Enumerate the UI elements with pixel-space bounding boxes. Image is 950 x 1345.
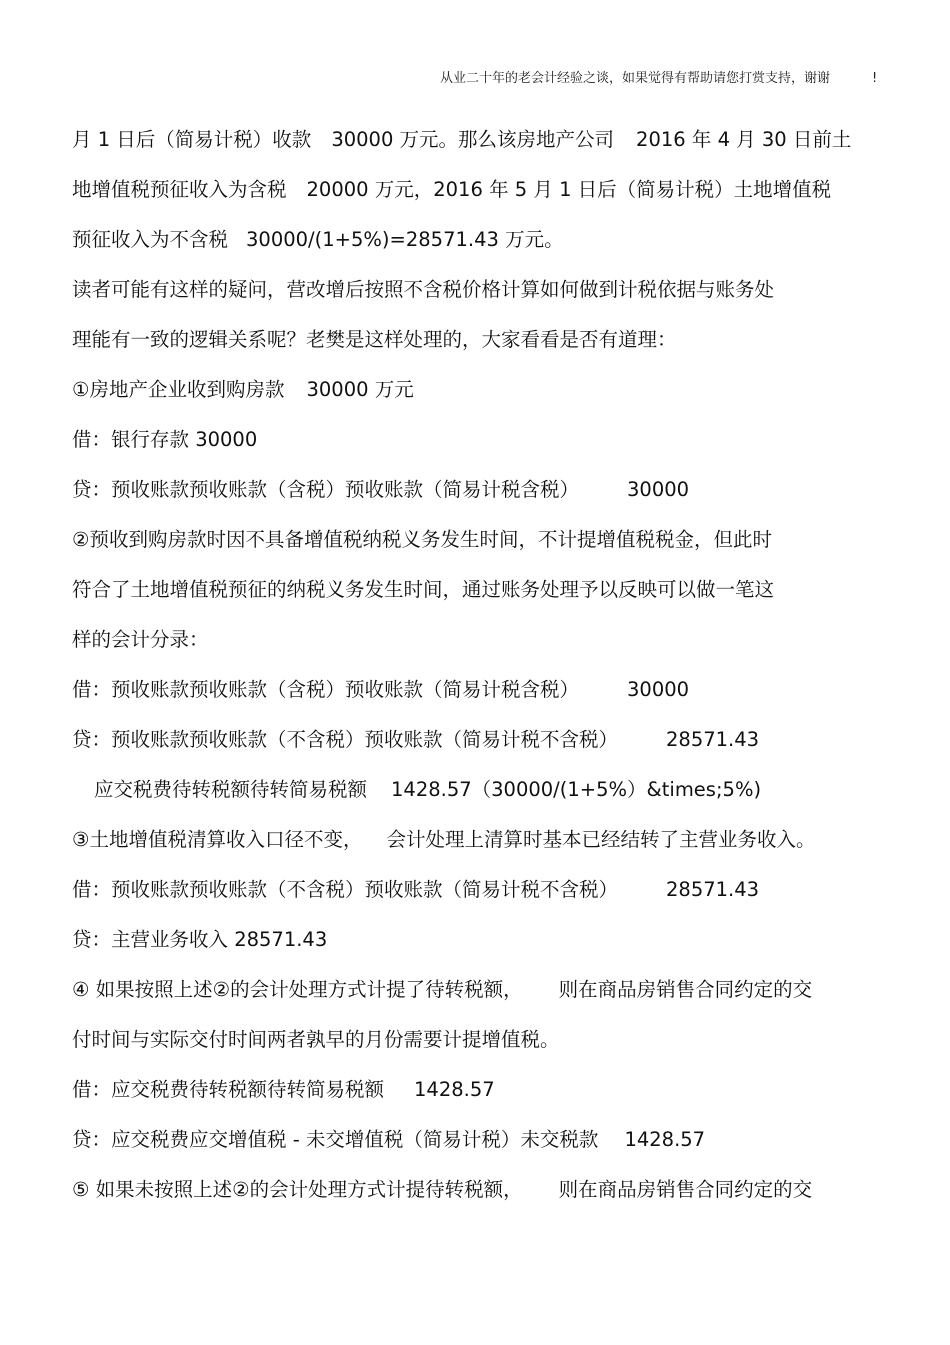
text-segment: 2016 年 4 月 30 日前土 bbox=[636, 128, 852, 151]
text-segment: ④ 如果按照上述②的会计处理方式计提了待转税额， bbox=[72, 978, 523, 1001]
header-mark: ! bbox=[872, 71, 878, 86]
text-segment: 30000 万元。那么该房地产公司 bbox=[331, 128, 615, 151]
text-segment: 借：应交税费待转税额待转简易税额 bbox=[72, 1078, 385, 1101]
text-segment: 贷：应交税费应交增值税 - 未交增值税（简易计税）未交税款 bbox=[72, 1128, 599, 1151]
text-line bbox=[72, 1077, 892, 1127]
text-line bbox=[72, 127, 892, 177]
text-line bbox=[72, 577, 892, 627]
text-segment: 贷：预收账款预收账款（含税）预收账款（简易计税含税） bbox=[72, 478, 580, 501]
text-segment: 1428.57 bbox=[414, 1078, 495, 1101]
text-segment: ②预收到购房款时因不具备增值税纳税义务发生时间，不计提增值税税金，但此时 bbox=[72, 528, 772, 551]
text-segment: 借：预收账款预收账款（不含税）预收账款（简易计税不含税） bbox=[72, 878, 619, 901]
text-line bbox=[72, 677, 892, 727]
text-segment: ⑤ 如果未按照上述②的会计处理方式计提待转税额， bbox=[72, 1178, 523, 1201]
text-segment: 月 1 日后（简易计税）收款 bbox=[72, 128, 312, 151]
text-line bbox=[72, 727, 892, 777]
text-line bbox=[72, 527, 892, 577]
text-segment: 1428.57（30000/(1+5%）&times;5%) bbox=[391, 778, 762, 801]
text-line bbox=[72, 177, 892, 227]
text-line bbox=[72, 377, 892, 427]
text-segment: 读者可能有这样的疑问，营改增后按照不含税价格计算如何做到计税依据与账务处 bbox=[72, 278, 775, 301]
text-line bbox=[72, 1127, 892, 1177]
text-segment: 预征收入为不含税 bbox=[72, 228, 229, 251]
text-segment: 贷：预收账款预收账款（不含税）预收账款（简易计税不含税） bbox=[72, 728, 619, 751]
text-line bbox=[72, 777, 892, 827]
text-segment: 则在商品房销售合同约定的交 bbox=[558, 978, 813, 1001]
text-segment: 则在商品房销售合同约定的交 bbox=[558, 1178, 813, 1201]
text-line bbox=[72, 277, 892, 327]
text-segment: 会计处理上清算时基本已经结转了主营业务收入。 bbox=[386, 828, 816, 851]
text-line bbox=[72, 627, 892, 677]
text-segment: 30000/(1+5%)=28571.43 万元。 bbox=[246, 228, 564, 251]
text-segment: 地增值税预征收入为含税 bbox=[72, 178, 287, 201]
text-segment: ①房地产企业收到购房款 bbox=[72, 378, 285, 401]
text-segment: 借：预收账款预收账款（含税）预收账款（简易计税含税） bbox=[72, 678, 580, 701]
text-line bbox=[72, 827, 892, 877]
text-line bbox=[72, 877, 892, 927]
text-segment: 付时间与实际交付时间两者孰早的月份需要计提增值税。 bbox=[72, 1028, 560, 1051]
header-text: 从业二十年的老会计经验之谈，如果觉得有帮助请您打赏支持，谢谢 bbox=[440, 71, 831, 86]
text-segment: 30000 万元 bbox=[306, 378, 414, 401]
text-segment: 理能有一致的逻辑关系呢？老樊是这样处理的，大家看看是否有道理： bbox=[72, 328, 677, 351]
text-segment: 借：银行存款 30000 bbox=[72, 428, 258, 451]
text-segment: 30000 bbox=[627, 678, 690, 701]
text-line bbox=[72, 977, 892, 1027]
text-line bbox=[72, 1027, 892, 1077]
page-header bbox=[440, 71, 878, 87]
text-line bbox=[72, 227, 892, 277]
text-segment: 1428.57 bbox=[624, 1128, 706, 1151]
text-segment: 28571.43 bbox=[666, 878, 760, 901]
text-segment: 30000 bbox=[627, 478, 690, 501]
text-segment: ③土地增值税清算收入口径不变， bbox=[72, 828, 363, 851]
text-segment: 28571.43 bbox=[666, 728, 760, 751]
text-line bbox=[72, 427, 892, 477]
text-line bbox=[72, 327, 892, 377]
text-segment: 贷：主营业务收入 28571.43 bbox=[72, 928, 328, 951]
text-segment: 20000 万元，2016 年 5 月 1 日后（简易计税）土地增值税 bbox=[306, 178, 832, 201]
text-segment: 符合了土地增值税预征的纳税义务发生时间，通过账务处理予以反映可以做一笔这 bbox=[72, 578, 775, 601]
text-line bbox=[72, 1177, 892, 1227]
text-segment: 应交税费待转税额待转简易税额 bbox=[94, 778, 368, 801]
text-line bbox=[72, 927, 892, 977]
text-line bbox=[72, 477, 892, 527]
text-segment: 样的会计分录： bbox=[72, 628, 209, 651]
document-body bbox=[72, 127, 892, 1227]
